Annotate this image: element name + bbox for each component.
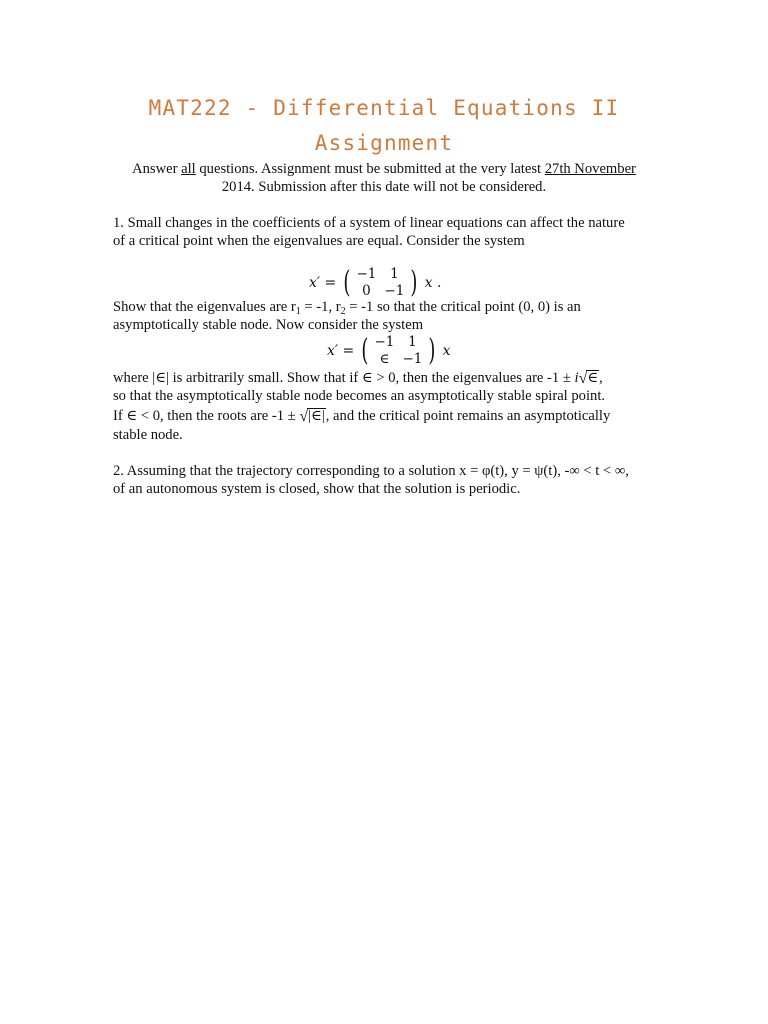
instructions-line-1: Answer all questions. Assignment must be submitted at the very latest 27th November — [132, 161, 636, 177]
matrix-2: −1 1 ∈ −1 — [374, 334, 423, 367]
q2-text-line-1: 2. Assuming that the trajectory corresponding to a solution x = φ(t), y = ψ(t), -∞ < t < ∞, — [113, 463, 629, 479]
right-paren: ) — [410, 265, 418, 300]
q1-text-line-4: asymptotically stable node. Now consider the system — [113, 317, 424, 333]
q2-text-line-2: of an autonomous system is closed, show that the solution is periodic. — [113, 481, 521, 497]
instructions-line-2: 2014. Submission after this date will not be considered. — [221, 179, 547, 195]
q1-equation-1: x′ = ( −1 1 0 −1 ) x . — [309, 265, 442, 300]
q1-text-line-1: 1. Small changes in the coefficients of a system of linear equations can affect the nature — [113, 215, 625, 231]
q1-text-line-3: Show that the eigenvalues are $r_1 = -1$, $r_2 = -1$ so that the critical point (0, 0) is an — [113, 299, 581, 317]
page-subtitle: Assignment — [314, 131, 454, 155]
right-paren: ) — [428, 333, 436, 368]
q1-text-line-5: where |∈| is arbitrarily small. Show that if ∈ > 0, then the eigenvalues are -1 ± i√∈, — [113, 370, 603, 387]
sqrt-symbol: √ — [299, 408, 309, 425]
q1-equation-2: x′ = ( −1 1 ∈ −1 ) x — [327, 333, 451, 368]
matrix-1: −1 1 0 −1 — [356, 266, 405, 299]
deadline-date: 27th November — [544, 161, 636, 177]
sqrt-symbol: √ — [578, 370, 588, 387]
q1-text-line-8: stable node. — [113, 427, 183, 443]
q1-text-line-2: of a critical point when the eigenvalues are equal. Consider the system — [113, 233, 525, 249]
page-title: MAT222 - Differential Equations II — [148, 96, 620, 120]
left-paren: ( — [343, 265, 351, 300]
emphasis-all: all — [181, 161, 196, 177]
q1-text-line-6: so that the asymptotically stable node becomes an asymptotically stable spiral point. — [113, 388, 606, 404]
q1-text-line-7: If ∈ < 0, then the roots are -1 ± √|∈|, and the critical point remains an asymptotically — [113, 408, 611, 425]
left-paren: ( — [361, 333, 369, 368]
